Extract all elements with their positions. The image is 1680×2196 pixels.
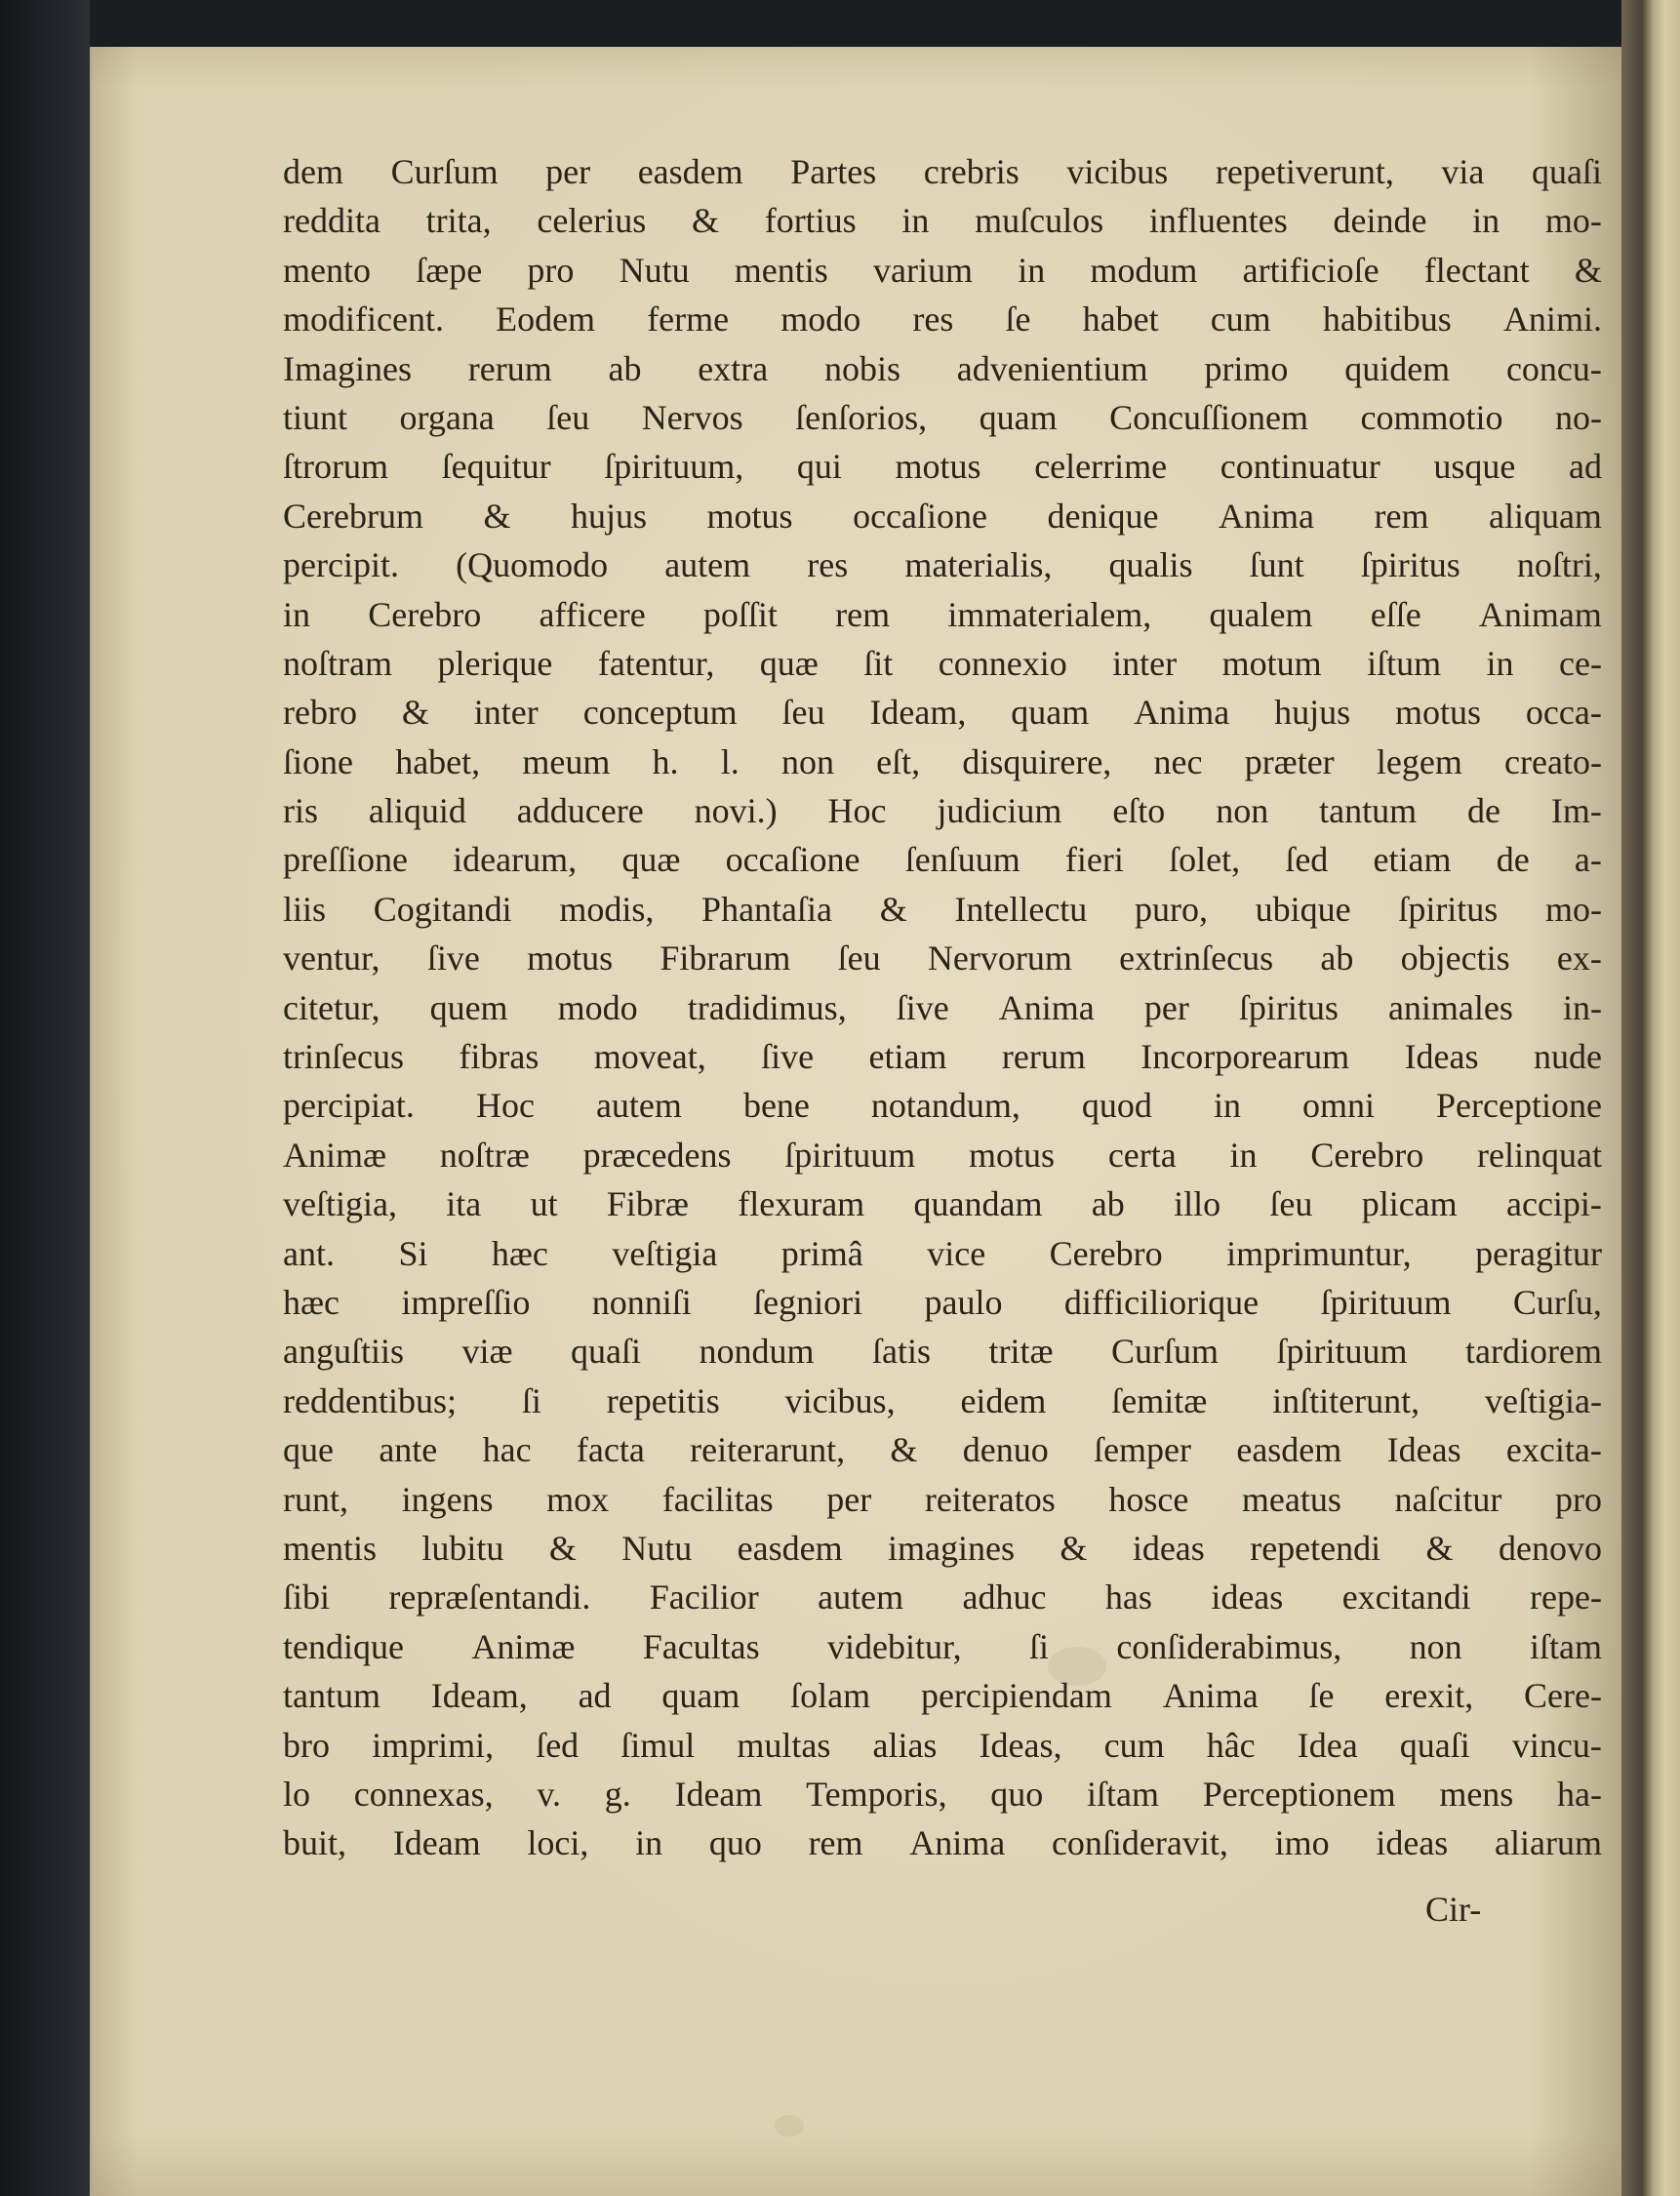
scan-backdrop	[0, 0, 90, 2196]
text-line: Animæ noſtræ præcedens ſpirituum motus certa in Cerebro relinquat	[283, 1135, 1602, 1175]
text-line: ant. Si hæc veſtigia primâ vice Cerebro imprimuntur, peragitur	[283, 1233, 1602, 1273]
paper-stain	[775, 2115, 804, 2136]
text-line: reddentibus; ſi repetitis vicibus, eidem ſemitæ inſtiterunt, veſtigia-	[283, 1380, 1602, 1420]
text-line: ſibi repræſentandi. Facilior autem adhuc has ideas excitandi repe-	[283, 1577, 1602, 1617]
text-line: Cerebrum & hujus motus occaſione denique Anima rem aliquam	[283, 496, 1602, 536]
text-line: anguſtiis viæ quaſi nondum ſatis tritæ Curſum ſpirituum tardiorem	[283, 1332, 1602, 1372]
text-line: tendique Animæ Facultas videbitur, ſi conſiderabimus, non iſtam	[283, 1626, 1602, 1666]
page-text-block	[283, 147, 1602, 1868]
text-line: ris aliquid adducere novi.) Hoc judicium eſto non tantum de Im-	[283, 791, 1602, 831]
text-line: runt, ingens mox facilitas per reiteratos hosce meatus naſcitur pro	[283, 1479, 1602, 1519]
text-line: buit, Ideam loci, in quo rem Anima conſideravit, imo ideas aliarum	[283, 1823, 1602, 1863]
text-line: percipiat. Hoc autem bene notandum, quod in omni Perceptione	[283, 1086, 1602, 1126]
catchword: Cir-	[1425, 1890, 1482, 1929]
text-line: rebro & inter conceptum ſeu Ideam, quam Anima hujus motus occa-	[283, 693, 1602, 733]
text-line: noſtram plerique fatentur, quæ ſit connexio inter motum iſtum in ce-	[283, 643, 1602, 683]
text-line: liis Cogitandi modis, Phantaſia & Intellectu puro, ubique ſpiritus mo-	[283, 889, 1602, 929]
text-line: ſtrorum ſequitur ſpirituum, qui motus celerrime continuatur usque ad	[283, 447, 1602, 487]
text-line: tantum Ideam, ad quam ſolam percipiendam Anima ſe erexit, Cere-	[283, 1676, 1602, 1716]
text-line: que ante hac facta reiterarunt, & denuo ſemper easdem Ideas excita-	[283, 1430, 1602, 1470]
text-line: Imagines rerum ab extra nobis advenientium primo quidem concu-	[283, 348, 1602, 388]
text-line: tiunt organa ſeu Nervos ſenſorios, quam Concuſſionem commotio no-	[283, 397, 1602, 437]
page-gutter-edge	[1621, 0, 1680, 2196]
text-line: citetur, quem modo tradidimus, ſive Anima per ſpiritus animales in-	[283, 987, 1602, 1027]
text-line: preſſione idearum, quæ occaſione ſenſuum fieri ſolet, ſed etiam de a-	[283, 840, 1602, 880]
text-line: in Cerebro afficere poſſit rem immaterialem, qualem eſſe Animam	[283, 594, 1602, 634]
book-page	[90, 47, 1638, 2196]
text-line: mento ſæpe pro Nutu mentis varium in modum artificioſe flectant &	[283, 250, 1602, 290]
text-line: reddita trita, celerius & fortius in muſculos influentes deinde in mo-	[283, 201, 1602, 241]
text-line: hæc impreſſio nonniſi ſegniori paulo difficiliorique ſpirituum Curſu,	[283, 1282, 1602, 1322]
text-line: mentis lubitu & Nutu easdem imagines & ideas repetendi & denovo	[283, 1528, 1602, 1568]
text-line: percipit. (Quomodo autem res materialis, qualis ſunt ſpiritus noſtri,	[283, 545, 1602, 585]
text-line: dem Curſum per easdem Partes crebris vicibus repetiverunt, via quaſi	[283, 152, 1602, 191]
text-line: ſione habet, meum h. l. non eſt, disquirere, nec præter legem creato-	[283, 741, 1602, 781]
text-line: veſtigia, ita ut Fibræ flexuram quandam ab illo ſeu plicam accipi-	[283, 1184, 1602, 1224]
text-line: ventur, ſive motus Fibrarum ſeu Nervorum extrinſecus ab objectis ex-	[283, 938, 1602, 978]
text-line: bro imprimi, ſed ſimul multas alias Ideas, cum hâc Idea quaſi vincu-	[283, 1725, 1602, 1765]
text-line: modificent. Eodem ferme modo res ſe habet cum habitibus Animi.	[283, 299, 1602, 339]
text-line: trinſecus fibras moveat, ſive etiam rerum Incorporearum Ideas nude	[283, 1037, 1602, 1077]
text-line: lo connexas, v. g. Ideam Temporis, quo iſtam Perceptionem mens ha-	[283, 1774, 1602, 1814]
